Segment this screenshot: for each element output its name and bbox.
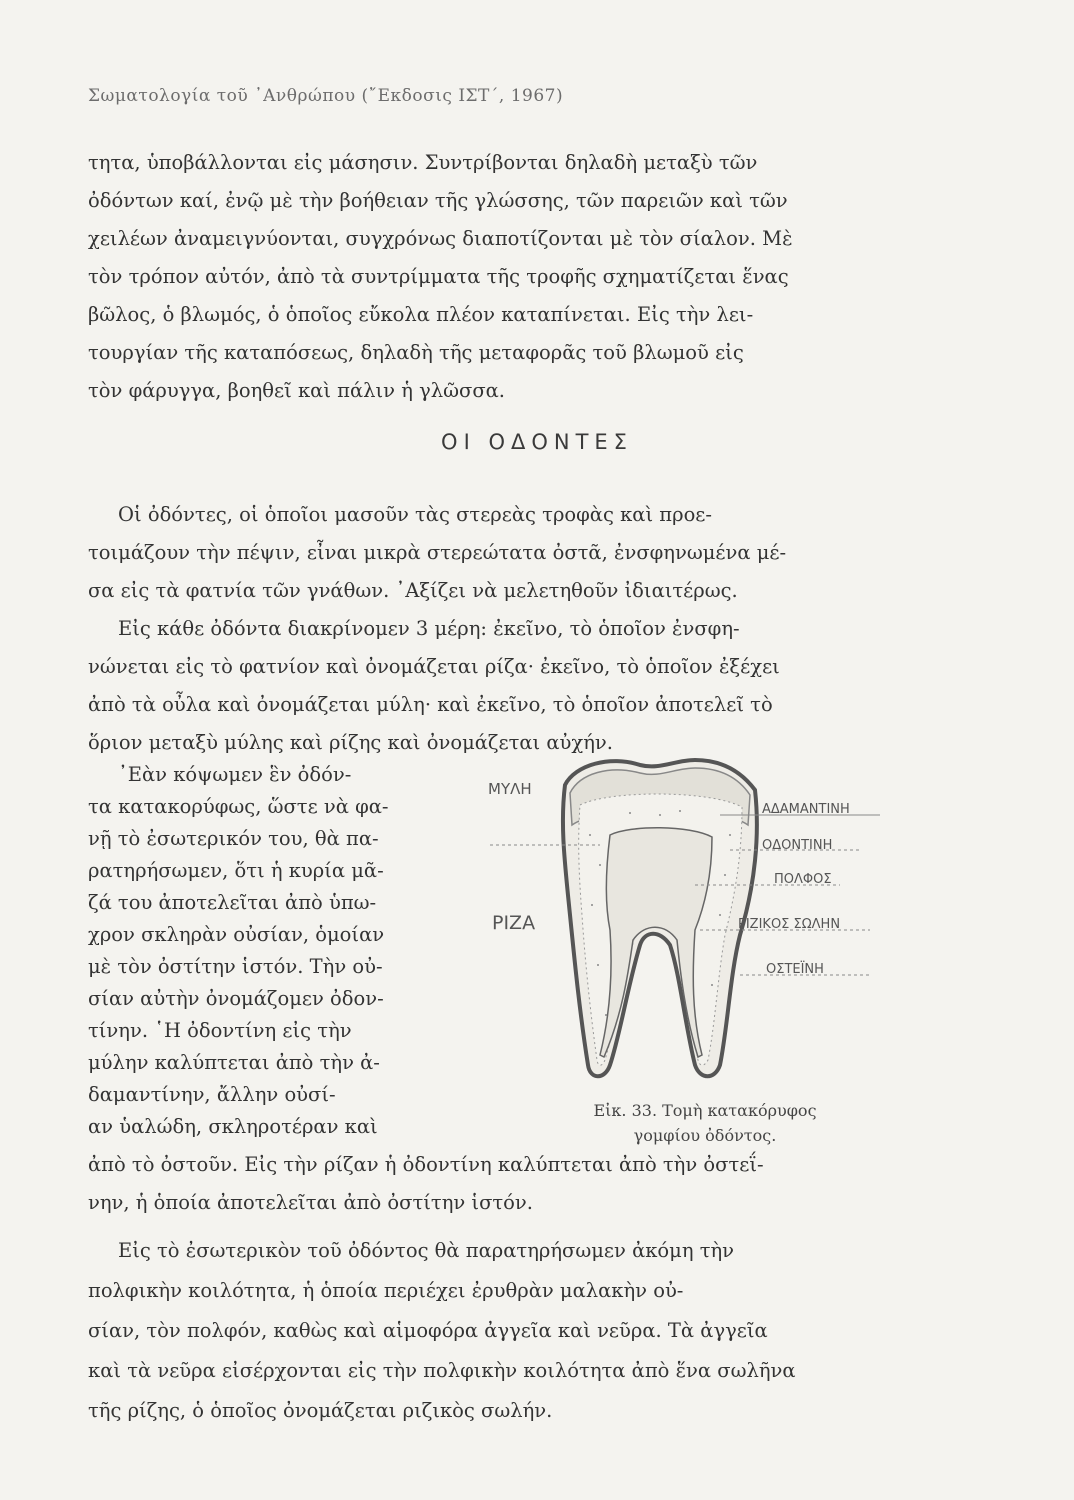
para3-line-8: σίαν αὐτὴν ὀνομάζομεν ὀδον- [88, 987, 384, 1010]
para3-line-11: δαμαντίνην, ἄλλην οὐσί- [88, 1083, 336, 1106]
para2-line-2: τοιμάζουν τὴν πέψιν, εἶναι μικρὰ στερεώτατα ὀστᾶ, ἐνσφηνωμένα μέ- [88, 541, 787, 564]
para1-line-1: τητα, ὑποβάλλονται εἰς μάσησιν. Συντρίβονται δηλαδὴ μεταξὺ τῶν [88, 151, 758, 174]
para3-line-4: ρατηρήσωμεν, ὅτι ἡ κυρία μᾶ- [88, 859, 384, 882]
section-heading: ΟΙ ΟΔΟΝΤΕΣ [441, 430, 633, 454]
para3-line-2: τα κατακορύφως, ὥστε νὰ φα- [88, 795, 389, 818]
para2-line-4: Εἰς κάθε ὀδόντα διακρίνομεν 3 μέρη: ἐκεῖνο, τὸ ὁποῖον ἐνσφη- [118, 617, 740, 640]
para3-line-1: ᾿Εὰν κόψωμεν ἓν ὀδόν- [118, 763, 352, 786]
para4-line-2: πολφικὴν κοιλότητα, ἡ ὁποία περιέχει ἐρυθρὰν μαλακὴν οὐ- [88, 1279, 684, 1302]
caption-line-2: γομφίου ὀδόντος. [633, 1126, 777, 1145]
para3-line-10: μύλην καλύπτεται ἀπὸ τὴν ἀ- [88, 1051, 380, 1074]
para1-line-3: χειλέων ἀναμειγνύονται, συγχρόνως διαποτίζονται μὲ τὸν σίαλον. Μὲ [88, 227, 793, 250]
label-osteini: ΟΣΤΕΪΝΗ [766, 962, 824, 977]
para2-line-7: ὅριον μεταξὺ μύλης καὶ ρίζης καὶ ὀνομάζεται αὐχήν. [88, 731, 613, 754]
para4-line-1: Εἰς τὸ ἐσωτερικὸν τοῦ ὀδόντος θὰ παρατηρήσωμεν ἀκόμη τὴν [118, 1239, 735, 1262]
label-riza: ΡΙΖΑ [492, 912, 536, 934]
para2-line-1: Οἱ ὀδόντες, οἱ ὁποῖοι μασοῦν τὰς στερεὰς τροφὰς καὶ προε- [118, 503, 712, 526]
para4-line-4: καὶ τὰ νεῦρα εἰσέρχονται εἰς τὴν πολφικὴν κοιλότητα ἀπὸ ἕνα σωλῆνα [88, 1359, 796, 1382]
label-odontini: ΟΔΟΝΤΙΝΗ [762, 838, 833, 853]
para1-line-6: τουργίαν τῆς καταπόσεως, δηλαδὴ τῆς μεταφορᾶς τοῦ βλωμοῦ εἰς [88, 341, 744, 364]
para4-line-5: τῆς ρίζης, ὁ ὁποῖος ὀνομάζεται ριζικὸς σωλήν. [88, 1399, 553, 1422]
para1-line-4: τὸν τρόπον αὐτόν, ἀπὸ τὰ συντρίμματα τῆς τροφῆς σχηματίζεται ἕνας [88, 265, 789, 288]
figure-caption [540, 1098, 870, 1148]
para3-full-line-1: ἀπὸ τὸ ὀστοῦν. Εἰς τὴν ρίζαν ἡ ὀδοντίνη καλύπτεται ἀπὸ τὴν ὀστεΐ- [88, 1153, 764, 1176]
para2-line-3: σα εἰς τὰ φατνία τῶν γνάθων. ᾿Αξίζει νὰ μελετηθοῦν ἰδιαιτέρως. [88, 579, 738, 602]
para1-line-5: βῶλος, ὁ βλωμός, ὁ ὁποῖος εὔκολα πλέον καταπίνεται. Εἰς τὴν λει- [88, 303, 754, 326]
para2-line-5: νώνεται εἰς τὸ φατνίον καὶ ὀνομάζεται ρίζα· ἐκεῖνο, τὸ ὁποῖον ἐξέχει [88, 655, 780, 678]
running-head: Σωματολογία τοῦ ᾿Ανθρώπου (῎Εκδοσις ΙΣΤ΄, 1967) [88, 86, 564, 106]
label-polfos: ΠΟΛΦΟΣ [774, 872, 832, 887]
label-myli: ΜΥΛΗ [488, 780, 532, 798]
para2-line-6: ἀπὸ τὰ οὖλα καὶ ὀνομάζεται μύλη· καὶ ἐκεῖνο, τὸ ὁποῖον ἀποτελεῖ τὸ [88, 693, 773, 716]
para1-line-2: ὀδόντων καί, ἐνῷ μὲ τὴν βοήθειαν τῆς γλώσσης, τῶν παρειῶν καὶ τῶν [88, 189, 788, 212]
para3-line-3: νῇ τὸ ἐσωτερικόν του, θὰ πα- [88, 827, 379, 850]
para3-full-line-2: νην, ἡ ὁποία ἀποτελεῖται ἀπὸ ὀστίτην ἱστόν. [88, 1191, 533, 1214]
caption-line-1: Εἰκ. 33. Τομὴ κατακόρυφος [593, 1101, 817, 1120]
para4-line-3: σίαν, τὸν πολφόν, καθὼς καὶ αἱμοφόρα ἀγγεῖα καὶ νεῦρα. Τὰ ἀγγεῖα [88, 1319, 768, 1342]
para3-line-12: αν ὑαλώδη, σκληροτέραν καὶ [88, 1115, 378, 1138]
label-rizikos-solin: ΡΙΖΙΚΟΣ ΣΩΛΗΝ [738, 917, 841, 932]
para3-line-7: μὲ τὸν ὀστίτην ἱστόν. Τὴν οὐ- [88, 955, 383, 978]
para1-line-7: τὸν φάρυγγα, βοηθεῖ καὶ πάλιν ἡ γλῶσσα. [88, 379, 506, 402]
para3-line-9: τίνην. ῾Η ὀδοντίνη εἰς τὴν [88, 1019, 352, 1042]
label-adamantini: ΑΔΑΜΑΝΤΙΝΗ [762, 802, 850, 817]
para3-line-5: ζά του ἀποτελεῖται ἀπὸ ὑπω- [88, 891, 377, 914]
para3-line-6: χρον σκληρὰν οὐσίαν, ὁμοίαν [88, 923, 385, 946]
